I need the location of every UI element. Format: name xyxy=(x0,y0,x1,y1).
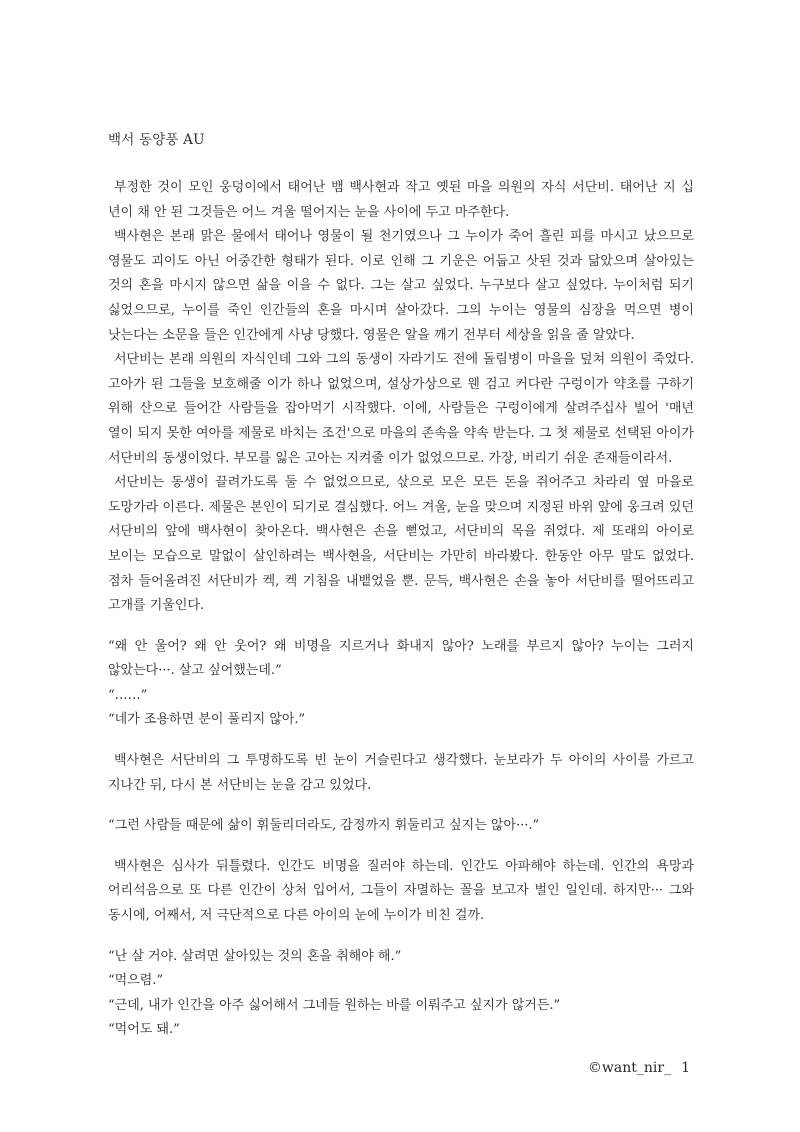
spacer xyxy=(108,733,694,749)
paragraph-6: 백사현은 심사가 뒤틀렸다. 인간도 비명을 질러야 하는데. 인간도 아파해야 하는데. 인간의 욕망과 어리석음으로 또 다른 인간이 상처 입어서, 그들이 자멸하는 꼴을 보고자 벌인 일인데. 하지만··· 그와 동시에, 어째서, 저 극단적으로 다른 아이의 눈에 누이가 비친 걸까. xyxy=(108,858,694,924)
document-body xyxy=(108,176,694,1043)
document-title: 백서 동양풍 AU xyxy=(108,132,205,148)
dialogue-line: “난 살 거야. 살려면 살아있는 것의 혼을 취해야 해.” xyxy=(108,948,402,964)
spacer xyxy=(108,798,694,814)
paragraph-2: 백사현은 본래 맑은 물에서 태어나 영물이 될 천기였으나 그 누이가 죽어 흘린 피를 마시고 났으므로 영물도 괴이도 아닌 어중간한 형태가 된다. 이로 인해 그 기운은 어둡고 삿된 것과 닮았으며 살아있는 것의 혼을 마시지 않으면 삶을 이을 수 없다. 그는 살고 싶었다. 누구보다 살고 싶었다. 누이처럼 되기 싫었으므로, 누이를 죽인 인간들의 혼을 마시며 살아갔다. 그의 누이는 영물의 심장을 먹으면 병이 낫는다는 소문을 들은 인간에게 사냥 당했다. 영물은 알을 깨기 전부터 세상을 읽을 줄 알았다. xyxy=(108,229,694,343)
spacer xyxy=(108,929,694,945)
spacer xyxy=(108,839,694,855)
dialogue-line: “네가 조용하면 분이 풀리지 않아.” xyxy=(108,712,306,728)
page-footer xyxy=(588,1060,690,1076)
paragraph-1: 부정한 것이 모인 웅덩이에서 태어난 뱀 백사현과 작고 옛된 마을 의원의 자식 서단비. 태어난 지 십 년이 채 안 된 그것들은 어느 겨울 떨어지는 눈을 사이에 두고 마주한다. xyxy=(108,180,694,220)
dialogue-line: “먹으렴.” xyxy=(108,973,164,989)
paragraph-3: 서단비는 본래 의원의 자식인데 그와 그의 동생이 자라기도 전에 돌림병이 마을을 덮쳐 의원이 죽었다. 고아가 된 그들을 보호해줄 이가 하나 없었으며, 설상가상으로 웬 검고 커다란 구렁이가 약초를 구하기 위해 산으로 들어간 사람들을 잡아먹기 시작했다. 이에, 사람들은 구렁이에게 살려주십사 빌어 '매년 열이 되지 못한 여아를 제물로 바치는 조건'으로 마을의 존속을 약속 받는다. 그 첫 제물로 선택된 아이가 서단비의 동생이었다. 부모를 잃은 고아는 지켜줄 이가 없었으므로. 가장, 버리기 쉬운 존재들이라서. xyxy=(108,352,694,466)
page-number: 1 xyxy=(681,1060,690,1076)
paragraph-4: 서단비는 동생이 끌려가도록 둘 수 없었으므로, 삯으로 모은 모든 돈을 쥐어주고 차라리 옆 마을로 도망가라 이른다. 제물은 본인이 되기로 결심했다. 어느 겨울, 눈을 맞으며 지정된 바위 앞에 웅크려 있던 서단비의 앞에 백사현이 찾아온다. 백사현은 손을 뻗었고, 서단비의 목을 쥐었다. 제 또래의 아이로 보이는 모습으로 말없이 살인하려는 백사현을, 서단비는 가만히 바라봤다. 한동안 아무 말도 없었다. 점차 들어올려진 서단비가 켁, 켁 기침을 내뱉었을 뿐. 문득, 백사현은 손을 놓아 서단비를 떨어뜨리고 고개를 기울인다. xyxy=(108,475,694,614)
author-credit: ©want_nir_ xyxy=(587,1060,672,1076)
paragraph-5: 백사현은 서단비의 그 투명하도록 빈 눈이 거슬린다고 생각했다. 눈보라가 두 아이의 사이를 가르고 지나간 뒤, 다시 본 서단비는 눈을 감고 있었다. xyxy=(108,753,694,793)
dialogue-line: “왜 안 울어? 왜 안 웃어? 왜 비명을 지르거나 화내지 않아? 노래를 부르지 않아? 누이는 그러지 않았는다···. 살고 싶어했는데.” xyxy=(108,638,694,679)
dialogue-line: “근데, 내가 인간을 아주 싫어해서 그네들 원하는 바를 이뤄주고 싶지가 않거든.” xyxy=(108,997,561,1013)
dialogue-line: “그런 사람들 때문에 삶이 휘둘리더라도, 감정까지 휘둘리고 싶지는 않아···.” xyxy=(108,818,540,834)
spacer xyxy=(108,619,694,635)
dialogue-line: “먹어도 돼.” xyxy=(108,1022,180,1038)
dialogue-line: “……” xyxy=(108,687,148,703)
